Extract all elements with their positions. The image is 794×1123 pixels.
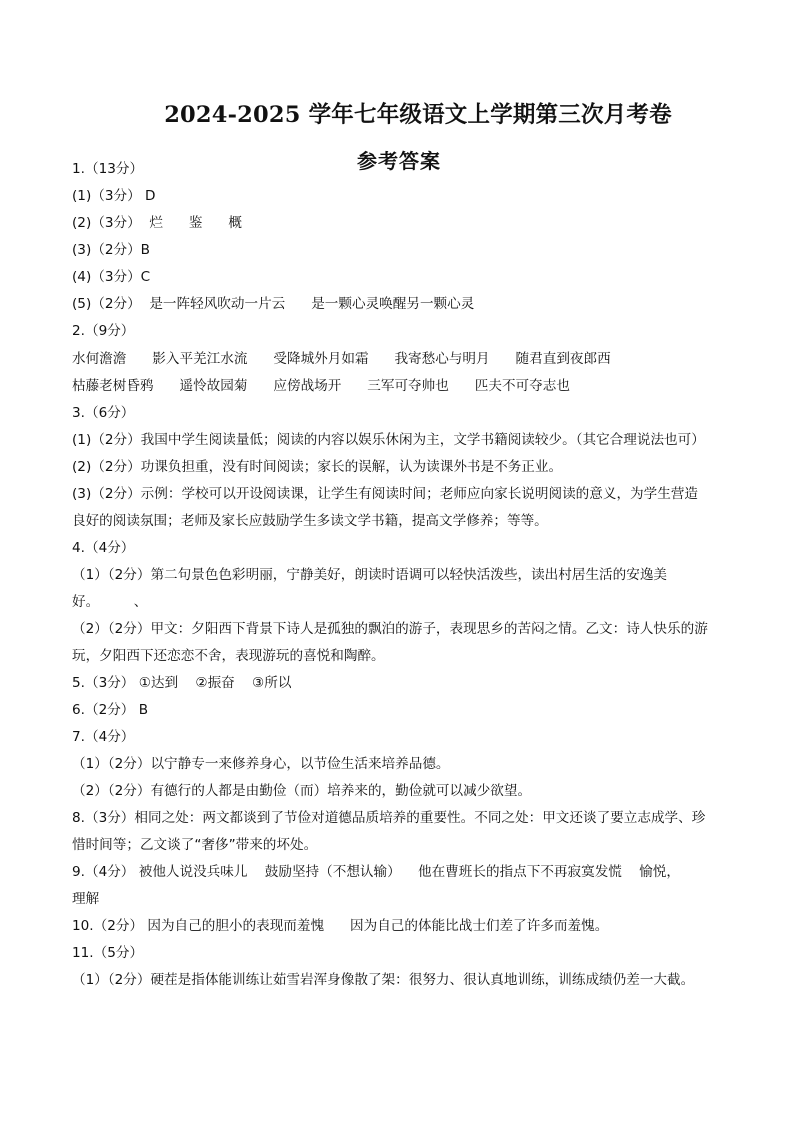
answer-line: 枯藤老树昏鸦 遥怜故园菊 应傍战场开 三军可夺帅也 匹夫不可夺志也: [72, 378, 570, 394]
answer-line: 玩，夕阳西下还恋恋不舍，表现游玩的喜悦和陶醉。: [72, 648, 385, 664]
answer-line: 9.（4分） 被他人说没兵味儿 鼓励坚持（不想认输） 他在曹班长的指点下不再寂寞发慌 愉悦，: [72, 864, 680, 880]
answer-line: (1)（3分） D: [72, 188, 156, 204]
answer-line: 3.（6分）: [72, 405, 135, 421]
answer-line: 5.（3分） ①达到 ②振奋 ③所以: [72, 675, 292, 691]
answer-line: （1）（2分）第二句景色色彩明丽，宁静美好，朗读时语调可以轻快活泼些，读出村居生活的安逸美: [72, 567, 668, 583]
answer-line: 11.（5分）: [72, 945, 144, 961]
answer-line: (3)（2分）B: [72, 242, 151, 258]
page-subtitle: 参考答案: [357, 149, 441, 173]
answer-line: 1.（13分）: [72, 161, 144, 177]
answer-line: 4.（4分）: [72, 540, 135, 556]
answer-line: 6.（2分） B: [72, 702, 149, 718]
answer-line: (5)（2分） 是一阵轻风吹动一片云 是一颗心灵唤醒另一颗心灵: [72, 296, 475, 312]
answer-line: 水何澹澹 影入平羌江水流 受降城外月如霜 我寄愁心与明月 随君直到夜郎西: [72, 351, 611, 367]
answer-line: 良好的阅读氛围；老师及家长应鼓励学生多读文学书籍，提高文学修养；等等。: [72, 513, 548, 529]
answer-line: （1）（2分）硬茬是指体能训练让茹雪岩浑身像散了架：很努力、很认真地训练，训练成绩仍差一大截。: [72, 972, 695, 988]
answer-line: （1）（2分）以宁静专一来修养身心，以节俭生活来培养品德。: [72, 756, 450, 772]
answer-line: (4)（3分）C: [72, 269, 151, 285]
answer-line: (1)（2分）我国中学生阅读量低；阅读的内容以娱乐休闲为主，文学书籍阅读较少。（其它合理说法也可）: [72, 432, 705, 448]
answer-line: 惜时间等；乙文谈了“奢侈”带来的坏处。: [72, 837, 318, 853]
answer-line: 2.（9分）: [72, 323, 135, 339]
answer-line: （2）（2分）甲文：夕阳西下背景下诗人是孤独的飘泊的游子，表现思乡的苦闷之情。乙文：诗人快乐的游: [72, 621, 708, 637]
answer-line: 好。 、: [72, 594, 148, 610]
answer-line: （2）（2分）有德行的人都是由勤俭（而）培养来的，勤俭就可以减少欲望。: [72, 783, 532, 799]
answer-line: (2)（3分） 烂 鉴 概: [72, 215, 242, 231]
answer-line: (3)（2分）示例：学校可以开设阅读课，让学生有阅读时间；老师应向家长说明阅读的意义，为学生营造: [72, 486, 699, 502]
answer-line: (2)（2分）功课负担重，没有时间阅读；家长的误解，认为读课外书是不务正业。: [72, 459, 563, 475]
answer-line: 10.（2分） 因为自己的胆小的表现而羞愧 因为自己的体能比战士们差了许多而羞愧。: [72, 918, 609, 934]
page-title: 2024-2025 学年七年级语文上学期第三次月考卷: [164, 102, 672, 128]
answer-line: 理解: [72, 891, 100, 907]
answer-line: 8.（3分）相同之处：两文都谈到了节俭对道德品质培养的重要性。不同之处：甲文还谈了要立志成学、珍: [72, 810, 706, 826]
answer-line: 7.（4分）: [72, 729, 135, 745]
